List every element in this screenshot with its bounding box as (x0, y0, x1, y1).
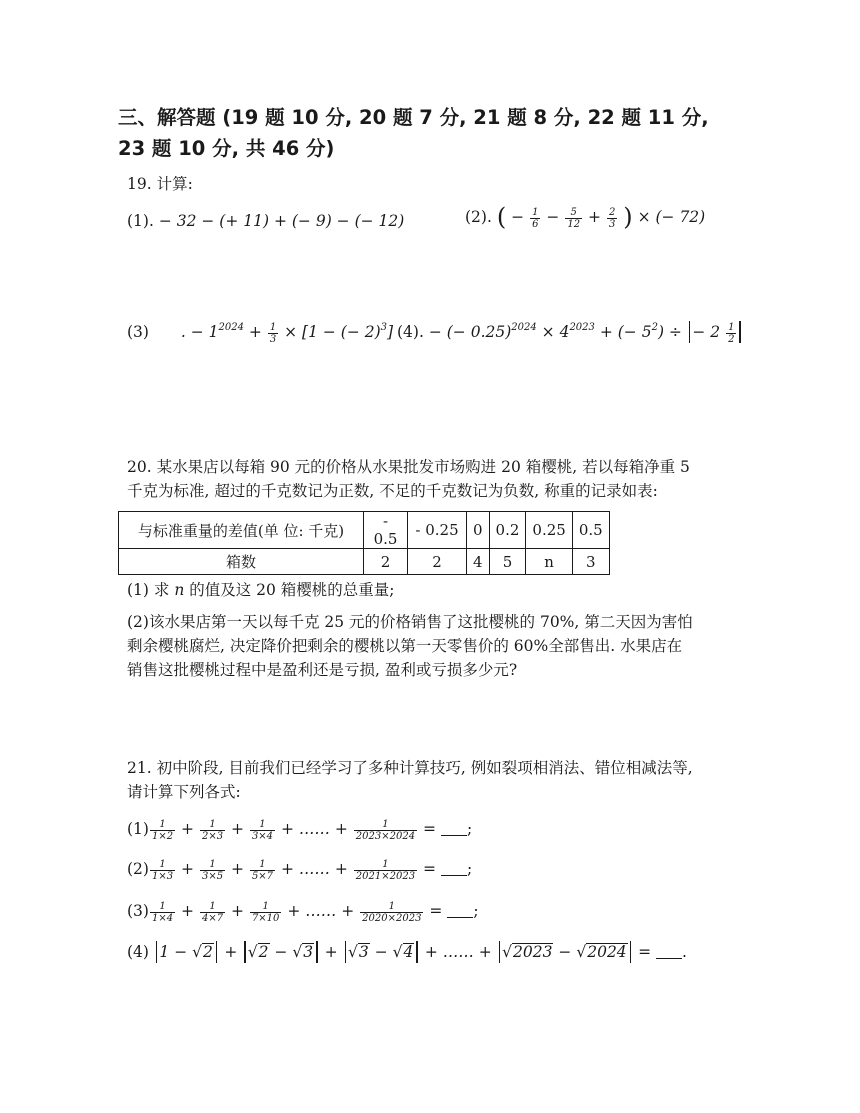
q19-part4-expr: ) ÷ (657, 323, 682, 341)
abs-bar (244, 941, 246, 963)
q19-part1-expression: − 32 − (+ 11) + (− 9) − (− 12) (158, 212, 405, 230)
sqrt-sign: √ (247, 943, 258, 961)
equals-sign: = (423, 820, 437, 838)
answer-blank (441, 861, 467, 876)
q20-part1-text: 的值及这 20 箱樱桃的总重量; (184, 581, 395, 599)
exponent: 3 (380, 322, 388, 333)
fraction (150, 859, 175, 882)
fraction-denominator: 4×7 (201, 912, 224, 924)
q19-part4 (397, 316, 743, 345)
plus-sign: + (181, 820, 195, 838)
q21-stem-line2: 请计算下列各式: (127, 783, 241, 801)
table-row (119, 512, 610, 549)
fraction-denominator: 2021×2023 (355, 870, 416, 882)
abs-bar (499, 941, 501, 963)
punctuation: . (682, 943, 687, 961)
minus-sign: − (269, 943, 293, 961)
plus-sign: + (280, 860, 294, 878)
q19-part4-label: (4). (397, 323, 424, 341)
q21-part3 (127, 899, 479, 924)
exponent: 2024 (511, 322, 537, 333)
fraction-denominator: 2020×2023 (362, 912, 422, 924)
ellipsis: …… (442, 943, 474, 961)
table-cell: n (526, 549, 572, 575)
answer-blank (656, 944, 682, 959)
part-label: (2) (127, 860, 149, 878)
q20-part2-line1: (2)该水果店第一天以每千克 25 元的价格销售了这批樱桃的 70%, 第二天因为害怕 (127, 613, 693, 631)
part-label: (4) (127, 943, 149, 961)
table-cell: 0 (467, 512, 490, 549)
fraction (200, 859, 225, 882)
punctuation: ; (466, 860, 473, 878)
fraction (250, 859, 275, 882)
table-cell: 4 (467, 549, 490, 575)
plus-sign: + (334, 860, 348, 878)
q20-table (118, 511, 610, 575)
sqrt-sign: √ (502, 943, 513, 961)
plus-sign: + (231, 902, 244, 920)
plus-sign: + (181, 902, 195, 920)
fraction-denominator: 3×4 (251, 830, 274, 842)
q19-part3-expr: . − 1 (180, 323, 219, 341)
fraction-numerator: 1 (250, 901, 281, 913)
plus-sign: + (424, 943, 438, 961)
equals-sign: = (423, 860, 437, 878)
q21-stem-line1: 21. 初中阶段, 目前我们已经学习了多种计算技巧, 例如裂项相消法、错位相减法等, (127, 759, 693, 777)
fraction: $\frac{5}{12}$ (567, 206, 581, 230)
abs-bar (416, 941, 418, 963)
sqrt-sign: √ (292, 943, 303, 961)
sqrt-radicand: 3 (358, 943, 369, 961)
minus-sign: − (169, 943, 193, 961)
fraction-numerator: 1 (200, 859, 225, 871)
fraction-numerator: 1 (250, 819, 275, 831)
abs-bar (630, 941, 632, 963)
q19-part2-label: (2). (465, 208, 492, 226)
sqrt-sign: √ (576, 943, 587, 961)
mixed-number-whole: − 2 (692, 323, 721, 341)
minus-sign: − (369, 943, 393, 961)
fraction-numerator: 1 (200, 819, 225, 831)
punctuation: ; (466, 820, 473, 838)
table-cell: 0.2 (489, 512, 526, 549)
sqrt-radicand: 2023 (513, 943, 553, 961)
fraction: $\frac{2}{3}$ (608, 206, 616, 230)
fraction-denominator: 2×3 (201, 830, 224, 842)
fraction-numerator: 1 (360, 901, 423, 913)
table-header-cell: 与标准重量的差值(单 位: 千克) (119, 512, 364, 549)
plus-sign: + (341, 902, 355, 920)
plus-sign: + (280, 820, 294, 838)
fraction (200, 819, 225, 842)
sqrt-sign: √ (348, 943, 358, 961)
fraction-denominator: 1×2 (151, 830, 174, 842)
ellipsis: …… (298, 860, 330, 878)
ellipsis: …… (305, 902, 337, 920)
q21-part4 (127, 940, 687, 964)
abs-bar (689, 321, 691, 343)
math-number: 1 (159, 943, 170, 961)
fraction-numerator: 1 (200, 901, 225, 913)
q19-part2-tail: × (− 72) (637, 208, 706, 226)
fraction (150, 819, 175, 842)
sqrt-radicand: 4 (403, 943, 414, 961)
answer-blank (447, 903, 473, 918)
sqrt-sign: √ (192, 943, 203, 961)
q19-part3-label: (3) (127, 323, 149, 341)
fraction-denominator: 5×7 (251, 870, 274, 882)
fraction-numerator: 1 (150, 901, 175, 913)
q19-part3: (3) . − $1^{2024}$ + $\frac{1}{3}$ × [1 − (− 2)$^3$] (127, 321, 394, 345)
plus-sign: + (181, 860, 195, 878)
fraction (200, 901, 225, 924)
fraction-numerator: 1 (354, 859, 417, 871)
table-cell: 0.25 (526, 512, 572, 549)
q20-part2-line2: 剩余樱桃腐烂, 决定降价把剩余的樱桃以第一天零售价的 60%全部售出. 水果店在 (127, 637, 683, 655)
table-cell: 3 (572, 549, 609, 575)
punctuation: ; (473, 902, 479, 920)
exponent: 2024 (218, 322, 244, 333)
sqrt-radicand: 2 (258, 943, 269, 961)
plus-sign: + (334, 820, 348, 838)
part-label: (3) (127, 902, 149, 920)
abs-bar (156, 941, 158, 963)
table-cell: 0.5 (572, 512, 609, 549)
fraction: $\frac{1}{6}$ (532, 206, 539, 230)
table-row (119, 549, 610, 575)
fraction (250, 819, 275, 842)
fraction-numerator: 1 (354, 819, 417, 831)
q20-part1-text: (1) 求 (127, 581, 175, 599)
table-cell: 5 (489, 549, 526, 575)
variable-n: n (174, 581, 185, 599)
abs-bar (739, 321, 741, 343)
table-header-cell: 箱数 (119, 549, 364, 575)
q21-part2 (127, 857, 472, 882)
q19-part4-expr: + (− 5 (599, 323, 652, 341)
q19-stem: 19. 计算: (127, 175, 193, 193)
part-label: (1) (127, 820, 149, 838)
left-paren: ( (496, 203, 507, 231)
q19-part2: (2). ( − $\frac{1}{6}$ − $\frac{5}{12}$ + $\frac{2}{3}$ ) × (− 72) (465, 203, 706, 231)
section-title: 三、解答题 (19 题 10 分, 20 题 7 分, 21 题 8 分, 22 题 11 分, 23 题 10 分, 共 46 分) (118, 106, 709, 160)
plus-sign: + (287, 902, 301, 920)
q20-part2-line3: 销售这批樱桃过程中是盈利还是亏损, 盈利或亏损多少元? (127, 661, 518, 679)
fraction: $\frac{1}{3}$ (269, 321, 277, 345)
minus-sign: − (553, 943, 577, 961)
q21-part1 (127, 817, 472, 842)
exponent: 2 (651, 322, 658, 333)
right-paren: ) (623, 203, 633, 231)
plus-sign: + (224, 943, 238, 961)
q20-stem-line2: 千克为标准, 超过的千克数记为正数, 不足的千克数记为负数, 称重的记录如表: (127, 482, 658, 500)
answer-blank (441, 821, 467, 836)
plus-sign: + (231, 860, 244, 878)
sqrt-radicand: 2 (203, 943, 213, 961)
q19-part4-expr: − (− 0.25) (428, 323, 512, 341)
fraction (354, 859, 417, 882)
abs-bar (216, 941, 218, 963)
q19-part1-label: (1). (127, 212, 154, 230)
exponent: 2023 (569, 322, 595, 333)
sqrt-radicand: 3 (303, 943, 314, 961)
plus-sign: + (478, 943, 492, 961)
fraction (360, 901, 423, 924)
fraction-numerator: 1 (150, 819, 175, 831)
fraction (354, 819, 417, 842)
fraction-denominator: 7×10 (251, 912, 280, 924)
fraction-numerator: 1 (150, 859, 175, 871)
equals-sign: = (429, 902, 443, 920)
fraction: $\frac{1}{2}$ (728, 321, 735, 345)
table-cell: 2 (408, 549, 467, 575)
q19-part1 (127, 209, 404, 233)
fraction-denominator: 2023×2024 (355, 830, 416, 842)
sqrt-sign: √ (392, 943, 403, 961)
fraction-denominator: 1×3 (151, 870, 174, 882)
q19-part3-expr: ] (387, 323, 394, 341)
sqrt-radicand: 2024 (587, 943, 627, 961)
equals-sign: = (638, 943, 652, 961)
plus-sign: + (324, 943, 338, 961)
abs-bar (316, 941, 318, 963)
q20-stem-line1: 20. 某水果店以每箱 90 元的价格从水果批发市场购进 20 箱樱桃, 若以每箱净重 5 (127, 458, 690, 476)
table-cell: 2 (364, 549, 408, 575)
fraction-denominator: 3×5 (201, 870, 224, 882)
ellipsis: …… (298, 820, 330, 838)
q19-part4-expr: × 4 (541, 323, 570, 341)
q19-part3-expr: × [1 − (− 2) (284, 323, 381, 341)
fraction-denominator: 1×4 (151, 912, 174, 924)
table-cell: - 0.25 (408, 512, 467, 549)
fraction (150, 901, 175, 924)
plus-sign: + (231, 820, 244, 838)
q20-part1 (127, 578, 395, 602)
table-cell: - 0.5 (364, 512, 408, 549)
fraction-numerator: 1 (250, 859, 275, 871)
abs-bar (345, 941, 347, 963)
fraction (250, 901, 281, 924)
